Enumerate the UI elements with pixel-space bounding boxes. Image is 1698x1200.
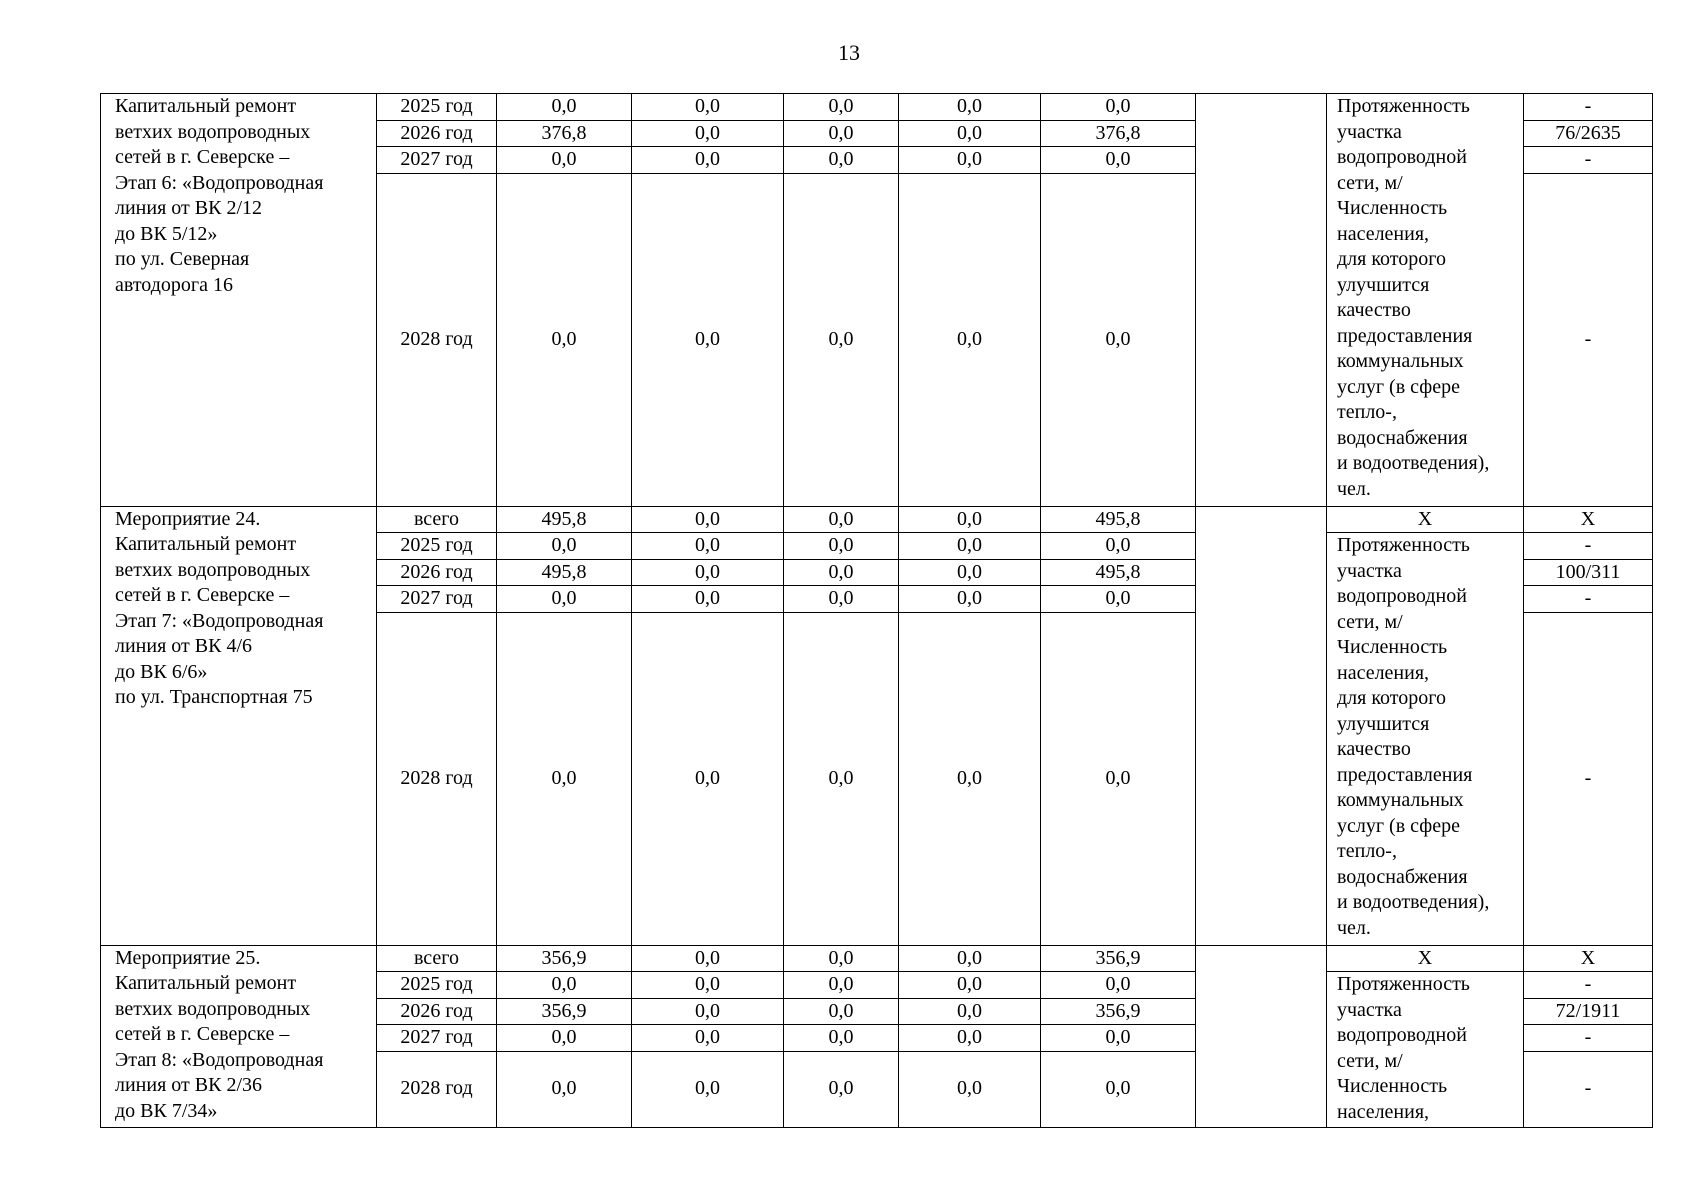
value-cell: 0,0 xyxy=(632,120,784,147)
total-label-cell: всего xyxy=(377,945,497,972)
value-cell: 0,0 xyxy=(899,559,1041,586)
value-cell: 0,0 xyxy=(784,972,899,999)
value-cell: 0,0 xyxy=(899,998,1041,1025)
value-cell: 0,0 xyxy=(784,586,899,613)
target-x-cell: Х xyxy=(1524,506,1653,533)
value-cell: 0,0 xyxy=(632,1051,784,1127)
value-cell: 0,0 xyxy=(1041,1025,1196,1052)
value-cell: 495,8 xyxy=(497,506,632,533)
value-cell: 0,0 xyxy=(784,998,899,1025)
measure-description: Капитальный ремонт ветхих водопроводных сетей в г. Северске – Этап 6: «Водопроводная линия от ВК 2/12 до ВК 5/12» по ул. Северная автодорога 16 xyxy=(101,94,377,507)
value-cell: 0,0 xyxy=(784,612,899,945)
measure-description: Мероприятие 24. Капитальный ремонт ветхих водопроводных сетей в г. Северске – Этап 7: «Водопроводная линия от ВК 4/6 до ВК 6/6» по ул. Транспортная 75 xyxy=(101,506,377,945)
target-value-cell: - xyxy=(1524,533,1653,560)
value-cell: 0,0 xyxy=(1041,972,1196,999)
value-cell: 0,0 xyxy=(497,586,632,613)
executor-cell xyxy=(1196,506,1327,945)
year-cell: 2027 год xyxy=(377,1025,497,1052)
value-cell: 0,0 xyxy=(632,147,784,174)
value-cell: 0,0 xyxy=(899,586,1041,613)
value-cell: 0,0 xyxy=(784,147,899,174)
value-cell: 0,0 xyxy=(497,972,632,999)
value-cell: 356,9 xyxy=(1041,998,1196,1025)
value-cell: 0,0 xyxy=(784,120,899,147)
value-cell: 0,0 xyxy=(899,1051,1041,1127)
value-cell: 0,0 xyxy=(899,173,1041,506)
value-cell: 0,0 xyxy=(784,173,899,506)
target-value-cell: - xyxy=(1524,173,1653,506)
value-cell: 0,0 xyxy=(632,586,784,613)
value-cell: 0,0 xyxy=(632,533,784,560)
year-cell: 2028 год xyxy=(377,173,497,506)
value-cell: 0,0 xyxy=(497,1051,632,1127)
value-cell: 0,0 xyxy=(1041,147,1196,174)
target-value-cell: 72/1911 xyxy=(1524,998,1653,1025)
value-cell: 0,0 xyxy=(1041,533,1196,560)
value-cell: 0,0 xyxy=(632,998,784,1025)
value-cell: 0,0 xyxy=(899,94,1041,121)
value-cell: 0,0 xyxy=(899,533,1041,560)
page-number: 13 xyxy=(838,40,860,65)
value-cell: 376,8 xyxy=(1041,120,1196,147)
target-value-cell: 76/2635 xyxy=(1524,120,1653,147)
value-cell: 0,0 xyxy=(497,173,632,506)
value-cell: 0,0 xyxy=(497,612,632,945)
target-value-cell: - xyxy=(1524,586,1653,613)
value-cell: 0,0 xyxy=(1041,612,1196,945)
value-cell: 0,0 xyxy=(497,533,632,560)
value-cell: 0,0 xyxy=(497,147,632,174)
value-cell: 0,0 xyxy=(632,94,784,121)
target-x-cell: Х xyxy=(1524,945,1653,972)
value-cell: 0,0 xyxy=(632,1025,784,1052)
value-cell: 0,0 xyxy=(784,945,899,972)
value-cell: 0,0 xyxy=(497,94,632,121)
value-cell: 0,0 xyxy=(899,972,1041,999)
indicator-x-cell: Х xyxy=(1327,945,1524,972)
year-cell: 2025 год xyxy=(377,972,497,999)
executor-cell xyxy=(1196,945,1327,1127)
year-cell: 2025 год xyxy=(377,533,497,560)
year-cell: 2028 год xyxy=(377,612,497,945)
value-cell: 0,0 xyxy=(632,612,784,945)
indicator-x-cell: Х xyxy=(1327,506,1524,533)
value-cell: 0,0 xyxy=(784,533,899,560)
table-row xyxy=(101,945,1653,972)
year-cell: 2026 год xyxy=(377,120,497,147)
value-cell: 0,0 xyxy=(784,506,899,533)
value-cell: 0,0 xyxy=(1041,173,1196,506)
target-value-cell: - xyxy=(1524,972,1653,999)
value-cell: 0,0 xyxy=(784,1051,899,1127)
year-cell: 2027 год xyxy=(377,147,497,174)
table-row xyxy=(101,94,1653,121)
value-cell: 0,0 xyxy=(899,612,1041,945)
value-cell: 0,0 xyxy=(632,173,784,506)
value-cell: 0,0 xyxy=(899,120,1041,147)
value-cell: 0,0 xyxy=(497,1025,632,1052)
target-value-cell: - xyxy=(1524,94,1653,121)
value-cell: 0,0 xyxy=(784,94,899,121)
total-label-cell: всего xyxy=(377,506,497,533)
year-cell: 2026 год xyxy=(377,559,497,586)
value-cell: 356,9 xyxy=(497,945,632,972)
target-value-cell: - xyxy=(1524,612,1653,945)
year-cell: 2026 год xyxy=(377,998,497,1025)
value-cell: 0,0 xyxy=(899,147,1041,174)
value-cell: 0,0 xyxy=(899,1025,1041,1052)
value-cell: 356,9 xyxy=(1041,945,1196,972)
value-cell: 0,0 xyxy=(1041,94,1196,121)
value-cell: 0,0 xyxy=(1041,586,1196,613)
value-cell: 0,0 xyxy=(632,945,784,972)
program-measures-table xyxy=(100,93,1653,1128)
value-cell: 0,0 xyxy=(899,506,1041,533)
year-cell: 2025 год xyxy=(377,94,497,121)
target-value-cell: - xyxy=(1524,147,1653,174)
value-cell: 356,9 xyxy=(497,998,632,1025)
indicator-description: Протяженность участка водопроводной сети, м/ Численность населения, для которого улучшится качество предоставления коммунальных услуг (в сфере тепло-, водоснабжения и водоотведения), чел. xyxy=(1327,94,1524,507)
value-cell: 495,8 xyxy=(1041,559,1196,586)
measure-description: Мероприятие 25. Капитальный ремонт ветхих водопроводных сетей в г. Северске – Этап 8: «Водопроводная линия от ВК 2/36 до ВК 7/34» xyxy=(101,945,377,1127)
value-cell: 0,0 xyxy=(784,559,899,586)
value-cell: 495,8 xyxy=(1041,506,1196,533)
value-cell: 376,8 xyxy=(497,120,632,147)
indicator-description: Протяженность участка водопроводной сети, м/ Численность населения, для которого улучшится качество предоставления коммунальных услуг (в сфере тепло-, водоснабжения и водоотведения), чел. xyxy=(1327,533,1524,946)
indicator-description: Протяженность участка водопроводной сети, м/ Численность населения, xyxy=(1327,972,1524,1128)
value-cell: 0,0 xyxy=(784,1025,899,1052)
value-cell: 0,0 xyxy=(632,506,784,533)
table-row xyxy=(101,506,1653,533)
target-value-cell: 100/311 xyxy=(1524,559,1653,586)
value-cell: 495,8 xyxy=(497,559,632,586)
year-cell: 2027 год xyxy=(377,586,497,613)
year-cell: 2028 год xyxy=(377,1051,497,1127)
value-cell: 0,0 xyxy=(1041,1051,1196,1127)
value-cell: 0,0 xyxy=(632,972,784,999)
executor-cell xyxy=(1196,94,1327,507)
target-value-cell: - xyxy=(1524,1051,1653,1127)
target-value-cell: - xyxy=(1524,1025,1653,1052)
value-cell: 0,0 xyxy=(899,945,1041,972)
value-cell: 0,0 xyxy=(632,559,784,586)
